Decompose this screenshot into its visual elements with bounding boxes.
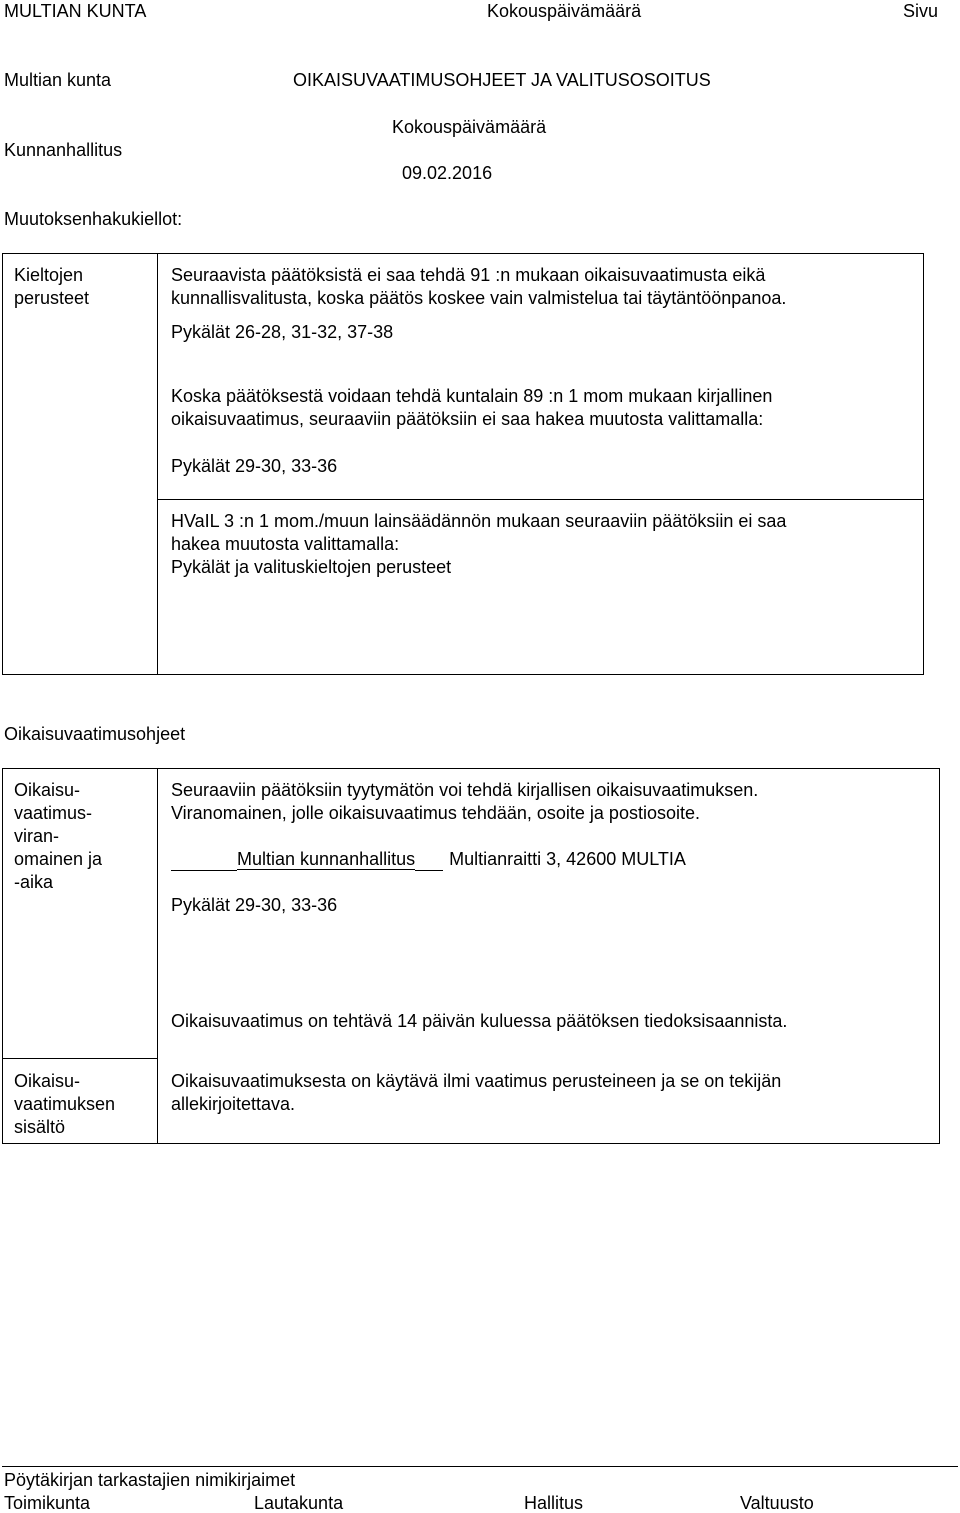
underline-lead: [171, 851, 237, 871]
header-page-label: Sivu: [903, 1, 939, 21]
instructions-line1: Seuraaviin päätöksiin tyytymätön voi tehdä kirjallisen oikaisuvaatimuksen.: [171, 780, 759, 800]
appeal-bans-p2-sections: Pykälät 29-30, 33-36: [171, 456, 338, 476]
header-municipality-caps: MULTIAN KUNTA: [4, 1, 147, 21]
footer-signatures-label: Pöytäkirjan tarkastajien nimikirjaimet: [4, 1470, 296, 1490]
appeal-bans-p1-line1: Seuraavista päätöksistä ei saa tehdä 91 :n mukaan oikaisuvaatimusta eikä: [171, 265, 766, 285]
instructions-side-label-5: -aika: [14, 872, 54, 892]
content-side-label-1: Oikaisu-: [14, 1071, 81, 1091]
appeal-bans-p1-line2: kunnallisvalitusta, koska päätös koskee vain valmistelua tai täytäntöönpanoa.: [171, 288, 787, 308]
instructions-deadline: Oikaisuvaatimus on tehtävä 14 päivän kuluessa päätöksen tiedoksisaannista.: [171, 1011, 788, 1031]
content-line1: Oikaisuvaatimuksesta on käytävä ilmi vaatimus perusteineen ja se on tekijän: [171, 1071, 782, 1091]
appeal-bans-p2-line2: oikaisuvaatimus, seuraaviin päätöksiin ei saa hakea muutosta valittamalla:: [171, 409, 764, 429]
meeting-date: 09.02.2016: [402, 163, 493, 183]
appeal-bans-side-label-2: perusteet: [14, 288, 90, 308]
content-side-label-3: sisältö: [14, 1117, 66, 1137]
content-line2: allekirjoitettava.: [171, 1094, 296, 1114]
appeal-bans-p3-line1: HVaIL 3 :n 1 mom./muun lainsäädännön mukaan seuraaviin päätöksiin ei saa: [171, 511, 787, 531]
underline-tail: [415, 851, 443, 871]
content-side-label-2: vaatimuksen: [14, 1094, 116, 1114]
appeal-bans-p3-line3: Pykälät ja valituskieltojen perusteet: [171, 557, 452, 577]
appeal-bans-p2-line1: Koska päätöksestä voidaan tehdä kuntalain 89 :n 1 mom mukaan kirjallinen: [171, 386, 773, 406]
authority-address: Multianraitti 3, 42600 MULTIA: [449, 849, 686, 869]
footer-col-council: Valtuusto: [740, 1493, 814, 1513]
authority-name: Multian kunnanhallitus: [237, 849, 416, 869]
document-title: OIKAISUVAATIMUSOHJEET JA VALITUSOSOITUS: [293, 70, 711, 90]
instructions-heading: Oikaisuvaatimusohjeet: [4, 724, 186, 744]
footer-divider: [2, 1466, 958, 1467]
instructions-side-label-2: vaatimus-: [14, 803, 93, 823]
authority-address-line: [171, 848, 686, 871]
organ-name: Kunnanhallitus: [4, 140, 123, 160]
instructions-side-label-1: Oikaisu-: [14, 780, 81, 800]
header-municipality: Multian kunta: [4, 70, 112, 90]
instructions-sections: Pykälät 29-30, 33-36: [171, 895, 338, 915]
appeal-bans-side-label-1: Kieltojen: [14, 265, 84, 285]
meeting-date-label: Kokouspäivämäärä: [392, 117, 547, 137]
instructions-side-label-3: viran-: [14, 826, 60, 846]
footer-col-board: Lautakunta: [254, 1493, 344, 1513]
instructions-side-label-4: omainen ja: [14, 849, 103, 869]
appeal-bans-p1-sections: Pykälät 26-28, 31-32, 37-38: [171, 322, 394, 342]
appeal-bans-heading: Muutoksenhakukiellot:: [4, 209, 183, 229]
footer-col-committee: Toimikunta: [4, 1493, 91, 1513]
instructions-line2: Viranomainen, jolle oikaisuvaatimus tehdään, osoite ja postiosoite.: [171, 803, 700, 823]
header-meeting-date-label: Kokouspäivämäärä: [487, 1, 642, 21]
appeal-bans-p3-line2: hakea muutosta valittamalla:: [171, 534, 400, 554]
footer-col-government: Hallitus: [524, 1493, 584, 1513]
